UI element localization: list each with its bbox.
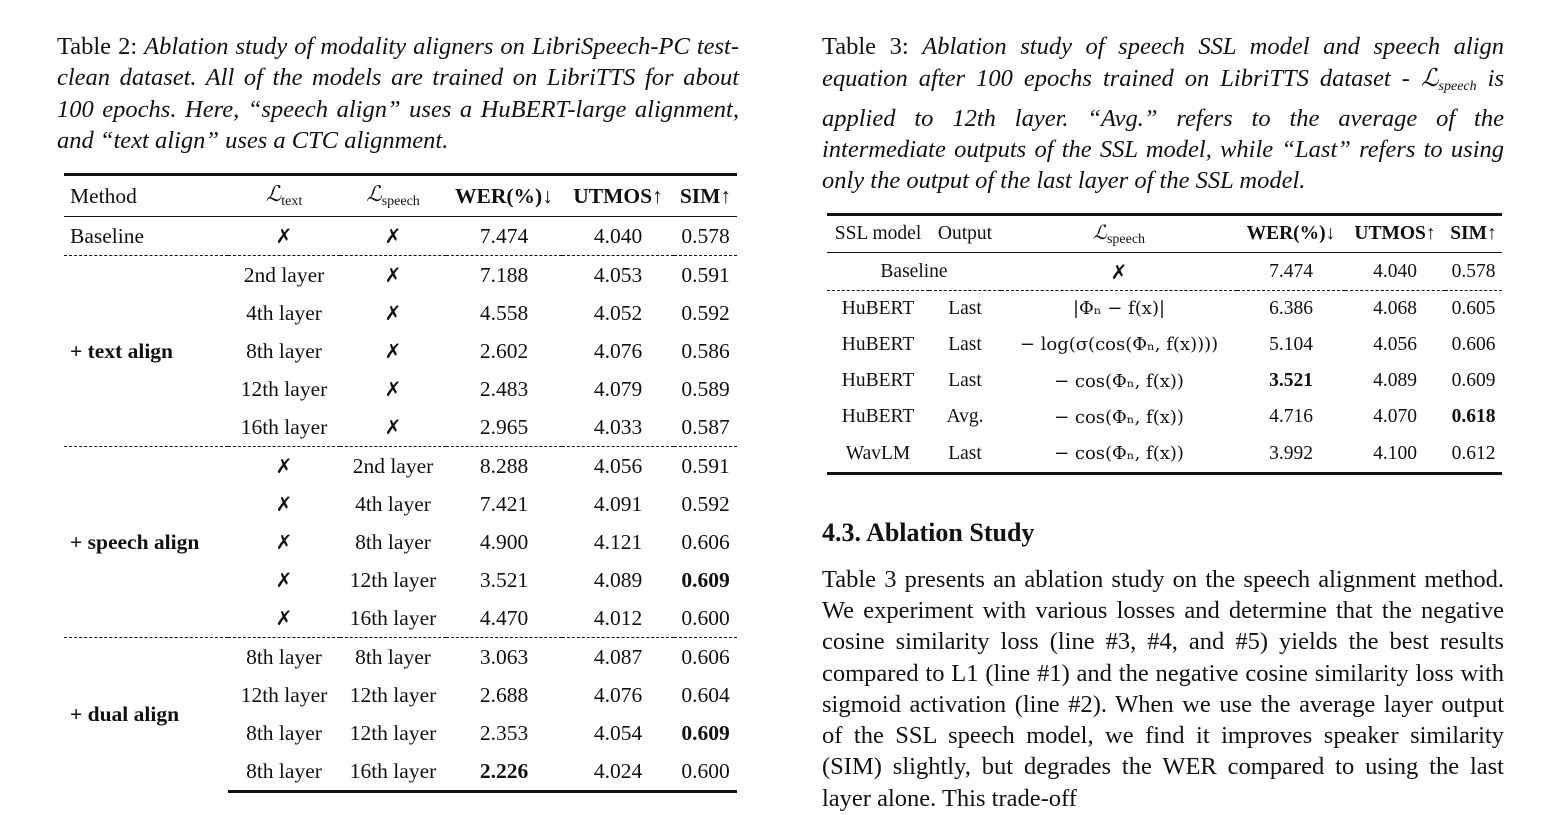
wer-cell: 2.353 xyxy=(479,720,529,745)
wer-cell: 4.716 xyxy=(1269,406,1313,428)
utmos-cell: 4.087 xyxy=(562,638,674,677)
output-cell: Last xyxy=(929,290,1001,327)
cross-mark: ✗ xyxy=(275,224,293,249)
cross-mark: ✗ xyxy=(275,568,293,593)
header-ltext: ℒ$_{text}$ xyxy=(228,175,340,217)
section-paragraph: Table 3 presents an ablation study on the speech alignment method. We experiment with various losses and determine that the negative cosine similarity loss (line #3, #4, and #5) yields the best results compared to L1 (line #1) and the negative cosine similarity loss with sigmoid activation (line #2). When we use the average layer output of the SSL speech model, we find it improves speaker similarity (SIM) slightly, but degrades the WER compared to using the last layer alone. This trade-off xyxy=(822,565,1504,812)
method-cell: + speech align xyxy=(64,447,228,638)
output-cell: Avg. xyxy=(946,406,984,428)
sim-cell: 0.578 xyxy=(1445,253,1502,290)
sim-cell: 0.586 xyxy=(681,338,730,363)
lspeech-cell: 16th layer xyxy=(340,752,446,792)
ltext-cell: 8th layer xyxy=(228,638,340,677)
lspeech-cell: 12th layer xyxy=(349,720,437,745)
sim-cell: 0.606 xyxy=(674,638,737,677)
lspeech-cell: 12th layer xyxy=(349,567,437,592)
lspeech-cell: 8th layer xyxy=(355,529,431,554)
sim-cell: 0.605 xyxy=(1445,290,1502,327)
ssl-model-cell: WavLM xyxy=(827,435,929,473)
utmos-cell: 4.012 xyxy=(593,605,643,630)
utmos-cell: 4.024 xyxy=(562,752,674,792)
sim-cell: 0.618 xyxy=(1451,406,1496,428)
utmos-cell: 4.056 xyxy=(1373,333,1417,355)
utmos-cell: 4.089 xyxy=(593,567,643,592)
utmos-cell: 4.052 xyxy=(593,300,643,325)
wer-cell: 7.474 xyxy=(479,223,529,248)
wer-cell: 2.483 xyxy=(479,376,529,401)
wer-cell: 5.104 xyxy=(1269,333,1313,355)
utmos-cell: 4.079 xyxy=(593,376,643,401)
table-row xyxy=(827,435,1502,473)
table-row xyxy=(64,447,737,486)
wer-cell: 4.558 xyxy=(479,300,529,325)
cross-mark: ✗ xyxy=(275,530,293,555)
sim-cell: 0.591 xyxy=(674,447,737,486)
table2-header-row xyxy=(64,175,737,217)
cross-mark: ✗ xyxy=(1001,253,1237,290)
header-utmos: UTMOS↑ xyxy=(562,175,674,217)
wer-cell: 3.063 xyxy=(446,638,562,677)
lspeech-cell: 12th layer xyxy=(349,682,437,707)
ltext-cell: 8th layer xyxy=(246,338,322,363)
table3-caption-text-b: is applied to 12th layer. “Avg.” refers to the average of the intermediate outputs of the SSL model, while “Last” refers to using only the output of the last layer of the SSL model. xyxy=(822,65,1505,195)
header-output: Output xyxy=(929,215,1001,253)
sim-cell: 0.612 xyxy=(1445,435,1502,473)
header-lspeech: ℒ$_{speech}$ xyxy=(1001,215,1237,253)
equation-cell: − cos(Φₙ, f(x)) xyxy=(1001,435,1237,473)
sim-cell: 0.592 xyxy=(681,491,730,516)
utmos-cell: 4.056 xyxy=(562,447,674,486)
utmos-cell: 4.089 xyxy=(1373,370,1417,392)
baseline-label: Baseline xyxy=(827,253,1001,290)
sim-cell: 0.606 xyxy=(681,529,730,554)
ssl-model-cell: HuBERT xyxy=(827,290,929,327)
sim-cell: 0.609 xyxy=(681,567,730,592)
lspeech-cell: 2nd layer xyxy=(340,447,446,486)
table2-caption xyxy=(57,31,739,156)
table2-body xyxy=(64,217,737,792)
ltext-cell: 8th layer xyxy=(228,752,340,792)
method-cell: + text align xyxy=(64,256,228,447)
left-column xyxy=(57,31,739,793)
wer-cell: 2.965 xyxy=(479,414,529,439)
section-heading: 4.3. Ablation Study xyxy=(822,517,1035,547)
ssl-model-cell: HuBERT xyxy=(841,370,915,392)
header-utmos: UTMOS↑ xyxy=(1345,215,1445,253)
utmos-cell: 4.121 xyxy=(593,529,643,554)
utmos-cell: 4.054 xyxy=(593,720,643,745)
table2-label: Table 2: xyxy=(57,33,138,60)
sim-cell: 0.589 xyxy=(681,376,730,401)
header-wer: WER(%)↓ xyxy=(1237,215,1345,253)
sim-cell: 0.587 xyxy=(681,414,730,439)
table-row xyxy=(64,638,737,677)
table3-caption xyxy=(822,31,1504,196)
table3-body xyxy=(827,290,1502,473)
header-wer: WER(%)↓ xyxy=(446,175,562,217)
equation-cell: − cos(Φₙ, f(x)) xyxy=(1054,406,1184,428)
wer-cell: 4.900 xyxy=(479,529,529,554)
sim-cell: 0.609 xyxy=(681,720,730,745)
wer-cell: 2.688 xyxy=(479,682,529,707)
table-row xyxy=(64,217,737,256)
table-row xyxy=(827,327,1502,363)
utmos-cell: 4.040 xyxy=(593,223,643,248)
wer-cell: 2.226 xyxy=(446,752,562,792)
ltext-cell: 8th layer xyxy=(246,720,322,745)
lspeech-cell: 16th layer xyxy=(349,605,437,630)
wer-cell: 4.470 xyxy=(479,605,529,630)
ssl-model-cell: HuBERT xyxy=(841,406,915,428)
ltext-cell: 16th layer xyxy=(240,414,328,439)
cross-mark: ✗ xyxy=(275,606,293,631)
header-sim: SIM↑ xyxy=(674,175,737,217)
wer-cell: 7.421 xyxy=(479,491,529,516)
output-cell: Last xyxy=(948,333,982,355)
table3-label: Table 3: xyxy=(822,33,909,60)
equation-cell: − cos(Φₙ, f(x)) xyxy=(1054,370,1184,392)
header-sim: SIM↑ xyxy=(1445,215,1502,253)
utmos-cell: 4.053 xyxy=(562,256,674,295)
table3-caption-sub: speech xyxy=(1438,79,1477,95)
equation-cell: − log(σ(cos(Φₙ, f(x)))) xyxy=(1019,334,1219,356)
table2 xyxy=(64,173,737,793)
utmos-cell: 4.091 xyxy=(593,491,643,516)
cross-mark: ✗ xyxy=(228,447,340,486)
method-cell: + dual align xyxy=(64,638,228,792)
cross-mark: ✗ xyxy=(384,415,402,440)
wer-cell: 3.521 xyxy=(1269,370,1313,392)
wer-cell: 3.992 xyxy=(1237,435,1345,473)
cross-mark: ✗ xyxy=(384,339,402,364)
lspeech-cell: 4th layer xyxy=(355,491,431,516)
header-ssl-model: SSL model xyxy=(827,215,929,253)
table-row xyxy=(64,256,737,295)
table3 xyxy=(827,213,1502,474)
cross-mark: ✗ xyxy=(384,301,402,326)
right-column xyxy=(822,31,1504,814)
wer-cell: 6.386 xyxy=(1237,290,1345,327)
utmos-cell: 4.033 xyxy=(593,414,643,439)
table3-caption-text-a: Ablation study of speech SSL model and speech align equation after 100 epochs trained on LibriTTS dataset - xyxy=(822,33,1505,93)
sim-cell: 0.600 xyxy=(674,752,737,792)
sim-cell: 0.592 xyxy=(681,300,730,325)
table3-baseline-row xyxy=(827,253,1502,290)
ltext-cell: 2nd layer xyxy=(228,256,340,295)
wer-cell: 8.288 xyxy=(446,447,562,486)
sim-cell: 0.609 xyxy=(1451,370,1496,392)
cross-mark: ✗ xyxy=(384,377,402,402)
wer-cell: 7.474 xyxy=(1237,253,1345,290)
sim-cell: 0.600 xyxy=(681,605,730,630)
utmos-cell: 4.040 xyxy=(1345,253,1445,290)
table3-caption-sym: ℒ xyxy=(1420,63,1439,93)
sim-cell: 0.604 xyxy=(681,682,730,707)
method-cell: Baseline xyxy=(70,223,145,248)
table-row xyxy=(827,290,1502,327)
sim-cell: 0.578 xyxy=(681,223,730,248)
wer-cell: 2.602 xyxy=(479,338,529,363)
output-cell: Last xyxy=(948,370,982,392)
table3-header-row xyxy=(827,215,1502,253)
ltext-cell: 12th layer xyxy=(240,376,328,401)
utmos-cell: 4.076 xyxy=(593,682,643,707)
table2-caption-text: Ablation study of modality aligners on LibriSpeech-PC test-clean dataset. All of the models are trained on LibriTTS for about 100 epochs. Here, “speech align” uses a HuBERT-large alignment, and “text align” uses a CTC alignment. xyxy=(57,33,740,154)
header-lspeech: ℒ$_{speech}$ xyxy=(340,175,446,217)
utmos-cell: 4.076 xyxy=(593,338,643,363)
sim-cell: 0.606 xyxy=(1451,333,1496,355)
utmos-cell: 4.068 xyxy=(1345,290,1445,327)
output-cell: Last xyxy=(929,435,1001,473)
utmos-cell: 4.070 xyxy=(1373,406,1417,428)
table-row xyxy=(827,363,1502,399)
cross-mark: ✗ xyxy=(384,224,402,249)
wer-cell: 7.188 xyxy=(446,256,562,295)
equation-cell: |Φₙ − f(x)| xyxy=(1001,290,1237,327)
ltext-cell: 4th layer xyxy=(246,300,322,325)
cross-mark: ✗ xyxy=(275,492,293,517)
utmos-cell: 4.100 xyxy=(1345,435,1445,473)
header-method: Method xyxy=(64,175,228,217)
sim-cell: 0.591 xyxy=(674,256,737,295)
cross-mark: ✗ xyxy=(340,256,446,295)
lspeech-cell: 8th layer xyxy=(340,638,446,677)
wer-cell: 3.521 xyxy=(479,567,529,592)
ltext-cell: 12th layer xyxy=(240,682,328,707)
table-row xyxy=(827,399,1502,435)
ssl-model-cell: HuBERT xyxy=(841,333,915,355)
